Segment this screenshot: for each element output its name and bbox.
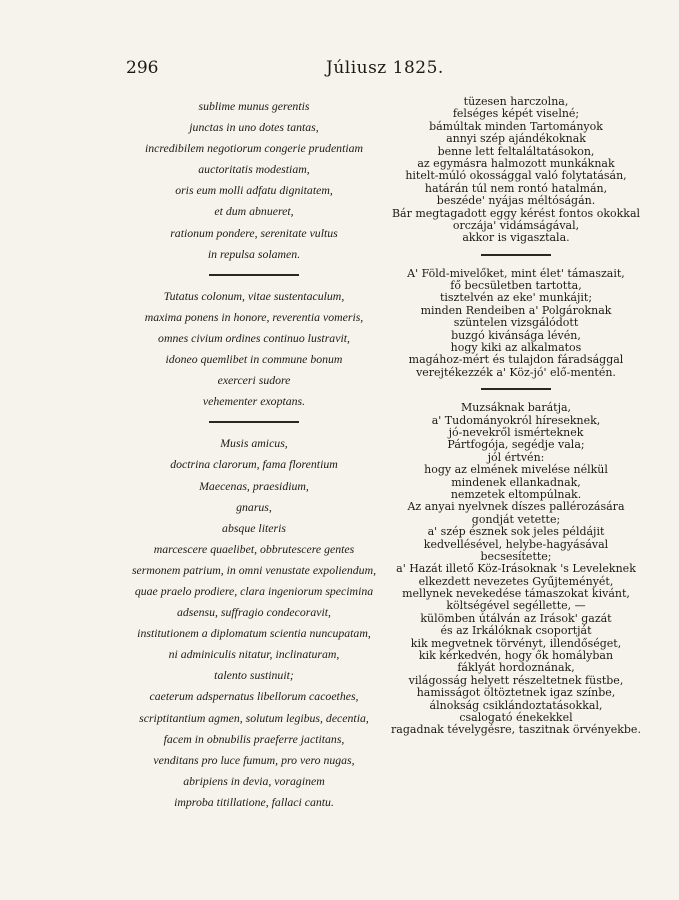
- hungarian-line: tüzesen harczolna,: [463, 95, 569, 108]
- latin-line: Musis amicus,: [220, 436, 288, 451]
- latin-line: maxima ponens in honore, reverentia vomeris,: [144, 309, 364, 324]
- hungarian-line: beszéde' nyájas méltóságán.: [436, 194, 596, 208]
- hungarian-line: minden Rendeiben a' Polgároknak: [420, 303, 612, 317]
- latin-line: venditans pro luce fumum, pro vero nugas,: [153, 752, 355, 767]
- hungarian-block-1: [370, 96, 662, 245]
- page-number: 296: [126, 58, 159, 78]
- hungarian-line: bámúltak minden Tartományok: [429, 119, 603, 133]
- hungarian-line: buzgó kivánsága lévén,: [451, 328, 581, 342]
- hungarian-line: jól értvén:: [487, 450, 545, 464]
- hungarian-line: a' Hazát illető Köz-Irásoknak 's Leveleknek: [396, 562, 636, 576]
- hungarian-line: felséges képét viselné;: [452, 107, 580, 121]
- hungarian-line: szüntelen vizsgálódott: [453, 316, 579, 330]
- hungarian-line: Pártfogója, segédje vala;: [447, 438, 585, 452]
- latin-line: Maecenas, praesidium,: [199, 478, 309, 493]
- hungarian-line: határán túl nem rontó hatalmán,: [424, 181, 608, 195]
- latin-line: et dum abnueret,: [214, 204, 294, 219]
- latin-line: in repulsa solamen.: [207, 246, 301, 261]
- latin-line: caeterum adspernatus libellorum cacoethes,: [149, 689, 359, 704]
- latin-line: adsensu, suffragio condecoravit,: [177, 605, 331, 620]
- hungarian-line: benne lett feltaláltatásokon,: [437, 144, 595, 158]
- latin-line: sublime munus gerentis: [198, 99, 310, 113]
- latin-line: exerceri sudore: [217, 373, 291, 388]
- latin-line: ni adminiculis nitatur, inclinaturam,: [168, 647, 340, 662]
- latin-line: incredibilem negotiorum congerie prudentiam: [144, 141, 364, 156]
- hungarian-line: orczája' vidámságával,: [452, 218, 580, 232]
- hungarian-line: kedvellésével, helybe-hagyásával: [423, 537, 609, 551]
- latin-line: quae praelo prodiere, clara ingeniorum specimina: [134, 583, 374, 598]
- latin-line: talento sustinuit;: [214, 668, 294, 683]
- hungarian-line: az egymásra halmozott munkáknak: [417, 156, 615, 170]
- hungarian-block-2: [370, 268, 662, 380]
- hungarian-line: fáklyát hordoznának,: [457, 661, 575, 675]
- hungarian-line: hogy kiki az alkalmatos: [450, 341, 582, 355]
- latin-block-3: [118, 433, 390, 813]
- hungarian-line: becsesítette;: [480, 549, 552, 563]
- hungarian-column: [370, 96, 662, 737]
- latin-line: facem in obnubilis praeferre jactitans,: [163, 731, 345, 746]
- hungarian-line: A' Föld-mivelőket, mint élet' támaszait,: [407, 266, 625, 280]
- latin-line: improba titillatione, fallaci cantu.: [174, 794, 334, 809]
- hungarian-line: elkezdett nevezetes Gyűjteményét,: [418, 574, 614, 588]
- latin-line: Tutatus colonum, vitae sustentaculum,: [163, 288, 345, 303]
- hungarian-line: a' szép észnek sok jeles példájit: [427, 525, 605, 539]
- hungarian-line: álnokság csiklándoztatásokkal,: [429, 698, 603, 712]
- hungarian-line: akkor is vigasztala.: [462, 231, 570, 245]
- hungarian-line: mindenek ellankadnak,: [451, 475, 581, 489]
- latin-line: gnarus,: [236, 499, 272, 514]
- latin-line: doctrina clarorum, fama florentium: [170, 457, 338, 472]
- hungarian-line: fő becsületben tartotta,: [450, 279, 582, 293]
- hungarian-line: verejtékezzék a' Köz-jó' elő-mentén.: [416, 365, 616, 379]
- latin-column: [118, 96, 390, 813]
- latin-line: institutionem a diplomatum scientia nuncupatam,: [137, 626, 371, 641]
- latin-line: oris eum molli adfatu dignitatem,: [175, 183, 333, 198]
- latin-line: auctoritatis modestiam,: [198, 162, 310, 177]
- hungarian-line: költségével segéllette, —: [446, 599, 586, 613]
- hungarian-line: gondját vetette;: [471, 512, 561, 526]
- hungarian-line: annyi szép ajándékoknak: [446, 132, 586, 146]
- latin-line: idoneo quemlibet in commune bonum: [165, 352, 343, 367]
- page-header: [126, 58, 626, 82]
- latin-line: vehementer exoptans.: [202, 394, 306, 409]
- latin-line: scriptitantium agmen, solutum legibus, decentia,: [139, 710, 369, 725]
- hungarian-line: Bár megtagadott eggy kérést fontos okokkal: [391, 206, 641, 220]
- latin-line: omnes civium ordines continuo lustravit,: [158, 330, 350, 345]
- latin-line: junctas in uno dotes tantas,: [189, 120, 319, 135]
- latin-line: rationum pondere, serenitate vultus: [170, 225, 338, 240]
- hungarian-block-3: [370, 402, 662, 737]
- hungarian-line: Az anyai nyelvnek díszes pallérozására: [407, 500, 625, 514]
- latin-block-1: [118, 96, 390, 265]
- latin-line: marcescere quaelibet, obbrutescere gentes: [153, 541, 355, 556]
- latin-line: sermonem patrium, in omni venustate expoliendum,: [131, 562, 377, 577]
- hungarian-line: külömben útálván az Irások' gazát: [420, 611, 612, 625]
- latin-line: abripiens in devia, voraginem: [183, 773, 325, 788]
- hungarian-line: hogy az elmének mivelése nélkül: [424, 463, 608, 477]
- hungarian-line: világosság helyett részeltetnek füstbe,: [408, 673, 624, 687]
- hungarian-line: hamisságot öltöztetnek igaz színbe,: [416, 686, 616, 700]
- hungarian-line: jó-nevekről ismérteknek: [448, 425, 584, 439]
- hungarian-line: kik megvetnek törvényt, illendőséget,: [410, 636, 622, 650]
- hungarian-line: magához-mért és tulajdon fáradsággal: [408, 353, 624, 367]
- hungarian-line: ragadnak tévelygésre, taszitnak örvényekbe.: [391, 723, 641, 737]
- running-head: Júliusz 1825.: [326, 58, 444, 78]
- hungarian-line: kik kérkedvén, hogy ők homályban: [418, 649, 614, 663]
- hungarian-line: hitelt-múló okossággal való folytatásán,: [405, 169, 627, 183]
- latin-line: absque literis: [222, 520, 286, 535]
- latin-block-2: [118, 286, 390, 413]
- hungarian-line: Muzsáknak barátja,: [460, 401, 572, 415]
- hungarian-line: tisztelvén az eke' munkájit;: [439, 291, 593, 305]
- hungarian-line: és az Irkálóknak csoportját: [440, 624, 592, 638]
- hungarian-line: csalogató énekekkel: [459, 710, 573, 724]
- hungarian-line: nemzetek eltompúlnak.: [450, 487, 582, 501]
- hungarian-line: mellynek nevekedése támaszokat kivánt,: [402, 587, 630, 601]
- hungarian-line: a' Tudományokról híreseknek,: [431, 413, 601, 427]
